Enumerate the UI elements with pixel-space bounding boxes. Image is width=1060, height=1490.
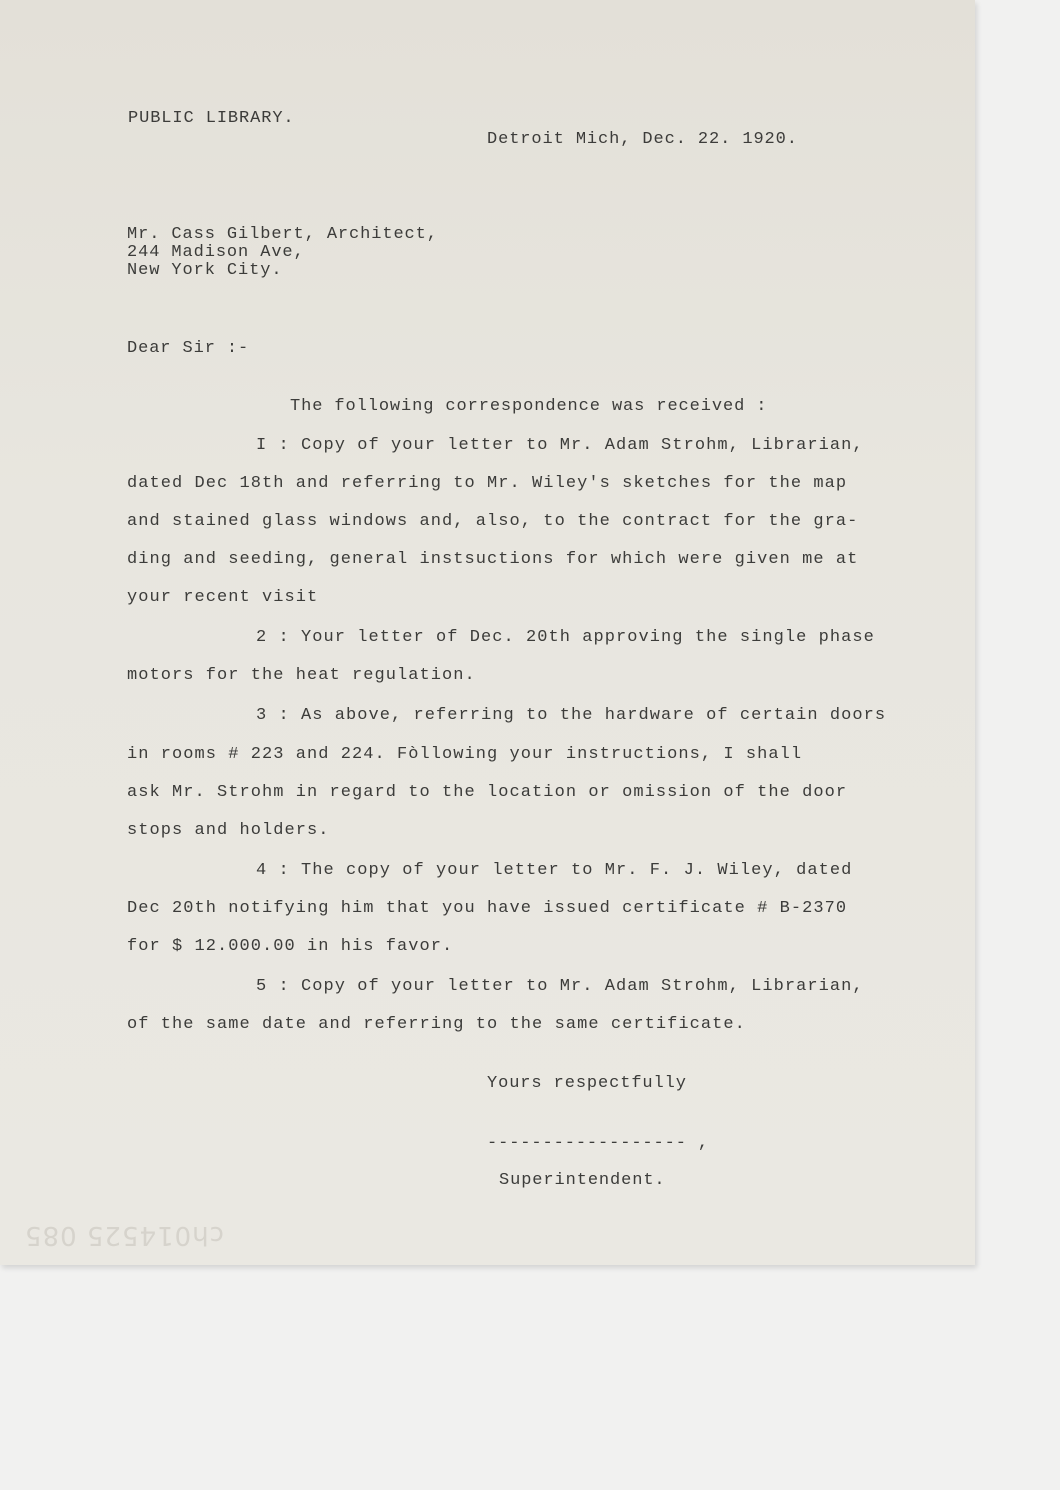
closing: Yours respectfully (487, 1074, 687, 1093)
item-line: and stained glass windows and, also, to the contract for the gra- (127, 512, 859, 531)
letterhead: PUBLIC LIBRARY. (128, 109, 295, 128)
item-line: dated Dec 18th and referring to Mr. Wiley's sketches for the map (127, 474, 848, 493)
item-line: stops and holders. (127, 821, 330, 840)
recipient-line: Mr. Cass Gilbert, Architect, (127, 225, 438, 244)
item-line: ask Mr. Strohm in regard to the location or omission of the door (127, 783, 848, 802)
item-line: for $ 12.000.00 in his favor. (127, 937, 454, 956)
item-line: in rooms # 223 and 224. Fòllowing your instructions, I shall (127, 745, 803, 764)
item-line: 2 : Your letter of Dec. 20th approving the single phase (256, 628, 875, 647)
item-line: of the same date and referring to the same certificate. (127, 1015, 746, 1034)
salutation: Dear Sir :- (127, 339, 250, 358)
item-line: 5 : Copy of your letter to Mr. Adam Strohm, Librarian, (256, 977, 864, 996)
item-line: Dec 20th notifying him that you have issued certificate # B-2370 (127, 899, 848, 918)
archive-stamp: ch014525 085 (24, 1220, 224, 1250)
item-line: motors for the heat regulation. (127, 666, 476, 685)
item-line: ding and seeding, general instsuctions for which were given me at (127, 550, 859, 569)
item-line: 3 : As above, referring to the hardware of certain doors (256, 706, 887, 725)
item-line: 4 : The copy of your letter to Mr. F. J. Wiley, dated (256, 861, 853, 880)
signature-line: ------------------ , (487, 1134, 710, 1153)
intro-line: The following correspondence was received : (290, 397, 768, 416)
recipient-line: 244 Madison Ave, (127, 243, 305, 262)
item-line: your recent visit (127, 588, 319, 607)
place-date: Detroit Mich, Dec. 22. 1920. (487, 130, 798, 149)
signature-title: Superintendent. (499, 1171, 666, 1190)
item-line: I : Copy of your letter to Mr. Adam Strohm, Librarian, (256, 436, 864, 455)
recipient-line: New York City. (127, 261, 283, 280)
